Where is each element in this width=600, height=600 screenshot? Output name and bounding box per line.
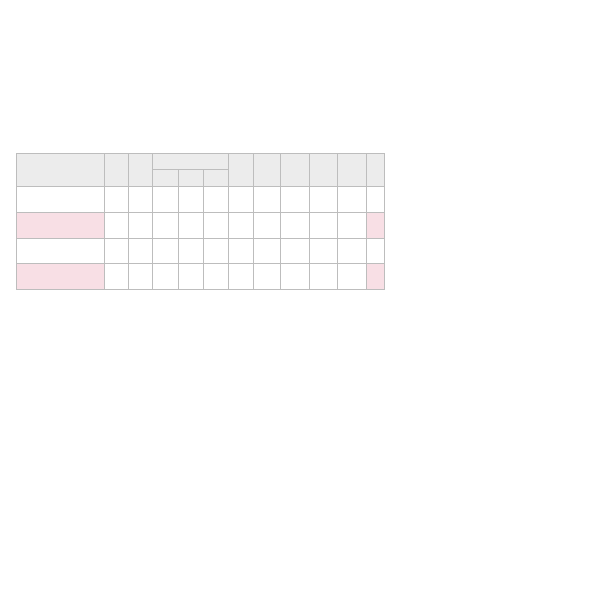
applicable-models-cell [367,187,385,213]
handle-cell [281,238,310,264]
indicator-cell [310,187,338,213]
capacity-value [129,187,153,213]
header-capacity [129,154,153,187]
model-cell [17,264,105,290]
length-value [153,212,179,238]
weight-value [229,264,254,290]
indicator-cell [310,238,338,264]
header-exhaust [338,154,367,187]
header-applicable-models [367,154,385,187]
length-value [153,264,179,290]
height-value [204,187,229,213]
table-row [17,238,585,264]
current-value [254,212,281,238]
cca-value [105,212,129,238]
width-value [179,187,204,213]
cca-value [105,264,129,290]
header-length [153,170,179,187]
capacity-value [129,212,153,238]
width-value [179,212,204,238]
handle-cell [281,187,310,213]
table-row [17,212,585,238]
height-value [204,238,229,264]
width-value [179,264,204,290]
header-width [179,170,204,187]
header-weight [229,154,254,187]
exhaust-cell [338,187,367,213]
header-dimensions [153,154,229,170]
cca-value [105,238,129,264]
model-cell [17,212,105,238]
height-value [204,264,229,290]
spec-table-body [17,187,585,290]
indicator-cell [310,264,338,290]
height-value [204,212,229,238]
handle-cell [281,264,310,290]
current-value [254,264,281,290]
applicable-models-cell [367,212,385,238]
model-cell [17,187,105,213]
cca-value [105,187,129,213]
model-cell [17,238,105,264]
exhaust-cell [338,264,367,290]
header-model [17,154,105,187]
capacity-value [129,264,153,290]
header-current [254,154,281,187]
table-row [17,264,585,290]
exhaust-cell [338,238,367,264]
current-value [254,238,281,264]
header-height [204,170,229,187]
current-value [254,187,281,213]
exhaust-cell [338,212,367,238]
length-value [153,187,179,213]
indicator-cell [310,212,338,238]
table-row [17,187,585,213]
header-cca [105,154,129,187]
width-value [179,238,204,264]
length-value [153,238,179,264]
weight-value [229,187,254,213]
applicable-models-cell [367,238,385,264]
weight-value [229,212,254,238]
header-handle [281,154,310,187]
weight-value [229,238,254,264]
capacity-value [129,238,153,264]
handle-cell [281,212,310,238]
battery-spec-table [16,153,585,290]
header-indicator [310,154,338,187]
applicable-models-cell [367,264,385,290]
